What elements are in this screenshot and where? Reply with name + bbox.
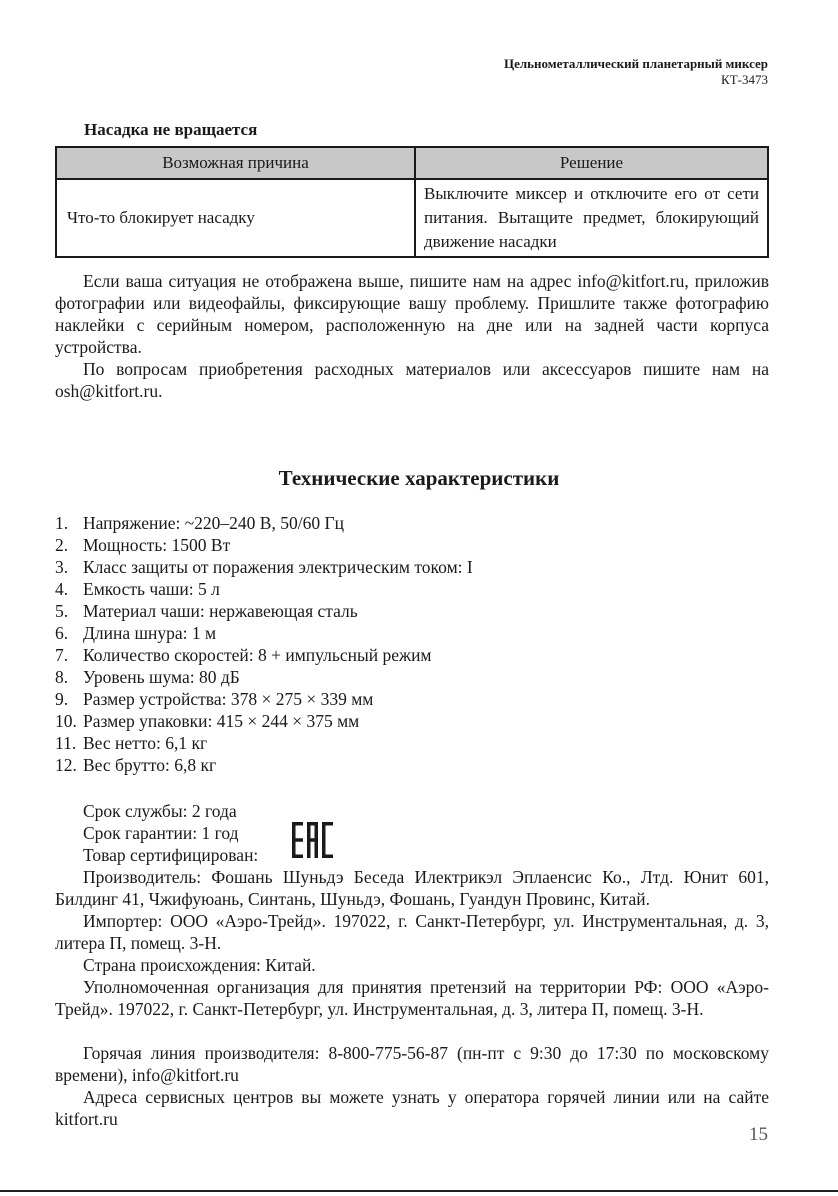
manufacturer-info: Производитель: Фошань Шуньдэ Беседа Илектрикэл Эплаенсис Ко., Лтд. Юнит 601, Билдинг 41, Чжифуюань, Синтань, Шуньдэ, Фошань, Гуандун Провинс, Китай. bbox=[55, 867, 769, 909]
page-header bbox=[504, 56, 768, 88]
column-header-cause: Возможная причина bbox=[56, 147, 415, 179]
service-centers-info: Адреса сервисных центров вы можете узнать у оператора горячей линии или на сайте kitfort.ru bbox=[55, 1087, 769, 1129]
list-item: 1. Напряжение: ~220–240 В, 50/60 Гц bbox=[55, 513, 344, 533]
table-row bbox=[56, 179, 768, 257]
hotline-info: Горячая линия производителя: 8-800-775-56-87 (пн-пт с 9:30 до 17:30 по московскому времени), info@kitfort.ru bbox=[55, 1043, 769, 1085]
authorized-org-info: Уполномоченная организация для принятия претензий на территории РФ: ООО «Аэро-Трейд». 197022, г. Санкт-Петербург, ул. Инструментальная, д. 3, литера П, помещ. 3-Н. bbox=[55, 977, 769, 1019]
contact-paragraph: Если ваша ситуация не отображена выше, пишите нам на адрес info@kitfort.ru, приложив фотографии или видеофайлы, фиксирующие вашу проблему. Пришлите также фотографию наклейки с серийным номером, расположенную на дне или на задней части корпуса устройства. bbox=[55, 271, 769, 357]
product-title: Цельнометаллический планетарный миксер bbox=[503, 56, 768, 71]
importer-info: Импортер: ООО «Аэро-Трейд». 197022, г. Санкт-Петербург, ул. Инструментальная, д. 3, литера П, помещ. 3-Н. bbox=[55, 911, 769, 953]
list-item: 10. Размер упаковки: 415 × 244 × 375 мм bbox=[55, 711, 360, 731]
trouble-heading: Насадка не вращается bbox=[84, 120, 258, 139]
list-item: 3. Класс защиты от поражения электрическим током: I bbox=[55, 557, 473, 577]
accessories-paragraph: По вопросам приобретения расходных материалов или аксессуаров пишите нам на osh@kitfort.ru. bbox=[55, 359, 769, 401]
list-item: 11. Вес нетто: 6,1 кг bbox=[55, 733, 208, 753]
certification-label: Товар сертифицирован: bbox=[83, 845, 259, 865]
list-item: 12. Вес брутто: 6,8 кг bbox=[55, 755, 217, 775]
specs-list bbox=[55, 512, 473, 776]
column-header-solution: Решение bbox=[415, 147, 768, 179]
warranty-period: Срок гарантии: 1 год bbox=[83, 823, 239, 843]
list-item: 7. Количество скоростей: 8 + импульсный режим bbox=[55, 645, 432, 665]
bottom-divider bbox=[0, 1190, 838, 1192]
troubleshooting-table bbox=[55, 146, 769, 258]
list-item: 8. Уровень шума: 80 дБ bbox=[55, 667, 240, 687]
specs-title: Технические характеристики bbox=[278, 466, 560, 490]
list-item: 4. Емкость чаши: 5 л bbox=[55, 579, 220, 599]
list-item: 5. Материал чаши: нержавеющая сталь bbox=[55, 601, 358, 621]
list-item: 2. Мощность: 1500 Вт bbox=[55, 535, 231, 555]
solution-cell: Выключите миксер и отключите его от сети питания. Вытащите предмет, блокирующий движение насадки bbox=[415, 179, 768, 257]
list-item: 9. Размер устройства: 378 × 275 × 339 мм bbox=[55, 689, 374, 709]
service-life: Срок службы: 2 года bbox=[83, 801, 237, 821]
origin-info: Страна происхождения: Китай. bbox=[83, 955, 316, 975]
product-model: КТ-3473 bbox=[721, 72, 768, 87]
cause-cell: Что-то блокирует насадку bbox=[56, 179, 415, 257]
page-number: 15 bbox=[749, 1124, 768, 1145]
list-item: 6. Длина шнура: 1 м bbox=[55, 623, 217, 643]
eac-mark-icon bbox=[292, 822, 334, 858]
